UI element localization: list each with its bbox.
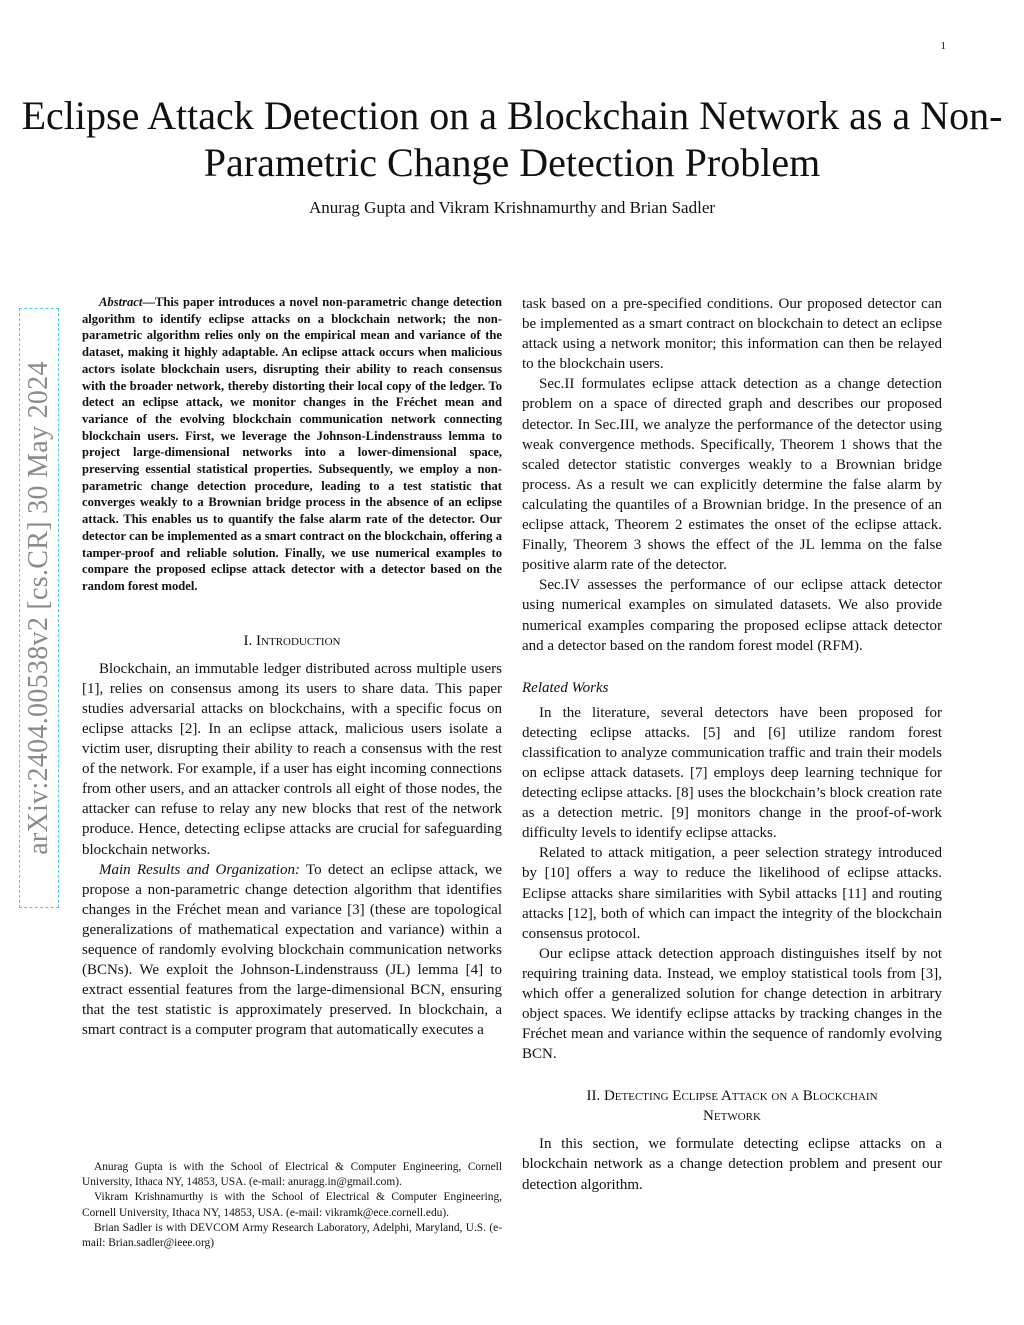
abstract-label: Abstract bbox=[99, 295, 143, 309]
introduction-paragraph-4: Sec.IV assesses the performance of our eclipse attack detector using numerical examples on simulated datasets. We also provide numerical examples comparing the proposed eclipse attack detector and a detector based on the random forest model (RFM). bbox=[522, 577, 942, 654]
page-number: 1 bbox=[940, 40, 946, 52]
section2-paragraph-1: In this section, we formulate detecting eclipse attacks on a blockchain network as a change detection problem and present our detection algorithm. bbox=[522, 1136, 942, 1193]
main-results-continued: task based on a pre-specified conditions. Our proposed detector can be implemented as a smart contract on blockchain to detect an eclipse attack using a network monitor; this information can then be relayed to the blockchain users. bbox=[522, 296, 942, 373]
introduction-paragraph-2 bbox=[82, 860, 502, 1041]
introduction-paragraph-3: Sec.II formulates eclipse attack detection as a change detection problem on a space of directed graph and describes our proposed detector. In Sec.III, we analyze the performance of the detector using weak convergence methods. Specifically, Theorem 1 shows that the scaled detector statistic converges weakly to a Brownian bridge process. As a result we can explicitly determine the false alarm by calculating the quantiles of a Brownian bridge. In the presence of an eclipse attack, Theorem 2 estimates the onset of the eclipse attack. Finally, Theorem 3 shows the effect of the JL lemma on the false positive alarm rate of the detector. bbox=[522, 376, 942, 574]
left-column bbox=[82, 294, 502, 1040]
main-results-heading: Main Results and Organization: bbox=[99, 861, 300, 878]
section-heading-detecting-eclipse-attack bbox=[522, 1086, 942, 1126]
section2-heading-line2: Network bbox=[703, 1108, 761, 1125]
introduction-heading-number: I. bbox=[243, 632, 257, 649]
footnote-vikram-krishnamurthy: Vikram Krishnamurthy is with the School of Electrical & Computer Engineering, Cornell University, Ithaca NY, 14853, USA. (e-mail: vikramk@ece.cornell.edu). bbox=[82, 1191, 502, 1219]
footnotes bbox=[82, 1160, 502, 1251]
related-works-paragraph-3: Our eclipse attack detection approach distinguishes itself by not requiring training data. Instead, we employ statistical tools from [3], which offer a generalized solution for change detection in arbitrary object spaces. We identify eclipse attacks by tracking changes in the Fréchet mean and variance within the sequence of randomly evolving BCN. bbox=[522, 945, 942, 1063]
main-results-text: To detect an eclipse attack, we propose a non-parametric change detection algorithm that identifies changes in the Fréchet mean and variance [3] (these are topological generalizations of mathematical expectation and variance) within a sequence of randomly evolving blockchain communication networks (BCNs). We exploit the Johnson-Lindenstrauss (JL) lemma [4] to extract essential features from the large-dimensional BCN, ensuring that the test statistic is approximately preserved. In blockchain, a smart contract is a computer program that automatically executes a bbox=[82, 861, 502, 1039]
abstract-text: —This paper introduces a novel non-parametric change detection algorithm to identify eclipse attacks on a blockchain network; the non-parametric algorithm relies only on the empirical mean and variance of the dataset, making it highly adaptable. An eclipse attack occurs when malicious actors isolate blockchain users, disrupting their ability to reach consensus with the broader network, thereby distorting their local copy of the ledger. To detect an eclipse attack, we monitor changes in the Fréchet mean and variance of the evolving blockchain communication network connecting blockchain users. First, we leverage the Johnson-Lindenstrauss lemma to project large-dimensional networks into a lower-dimensional space, preserving essential statistical properties. Subsequently, we employ a non-parametric change detection procedure, leading to a test statistic that converges weakly to a Brownian bridge process in the absence of an eclipse attack. This enables us to quantify the false alarm rate of the detector. Our detector can be implemented as a smart contract on the blockchain, offering a tamper-proof and reliable solution. Finally, we use numerical examples to compare the proposed eclipse attack detector with a detector based on the random forest model. bbox=[82, 295, 502, 593]
author-list: Anurag Gupta and Vikram Krishnamurthy and Brian Sadler bbox=[308, 198, 716, 217]
section2-heading-number: II. bbox=[586, 1088, 604, 1105]
introduction-paragraph-1: Blockchain, an immutable ledger distributed across multiple users [1], relies on consensus among its users to share data. This paper studies adversarial attacks on blockchains, with a specific focus on eclipse attacks [2]. In an eclipse attack, malicious users isolate a victim user, disrupting their ability to reach a consensus with the rest of the network. For example, if a user has eight incoming connections from other users, and an attacker controls all eight of those nodes, the attacker can refuse to relay any new blocks that rest of the network produce. Hence, detecting eclipse attacks are crucial for safeguarding blockchain networks. bbox=[82, 660, 502, 858]
footnote-brian-sadler: Brian Sadler is with DEVCOM Army Research Laboratory, Adelphi, Maryland, U.S. (e-mail: Brian.sadler@ieee.org) bbox=[82, 1221, 502, 1250]
subsection-heading-related-works: Related Works bbox=[522, 679, 609, 696]
introduction-heading-text: Introduction bbox=[256, 632, 341, 649]
related-works-paragraph-2: Related to attack mitigation, a peer selection strategy introduced by [10] offers a way to reduce the likelihood of eclipse attacks. Eclipse attacks share similarities with Sybil attacks [11] and routing attacks [12], both of which can impact the integrity of the blockchain consensus protocol. bbox=[522, 845, 942, 942]
paper-title: Eclipse Attack Detection on a Blockchain Network as a Non-Parametric Change Detection Problem bbox=[21, 93, 1003, 185]
arxiv-identifier[interactable]: arXiv:2404.00538v2 [cs.CR] 30 May 2024 bbox=[19, 308, 59, 908]
section-heading-introduction bbox=[82, 633, 502, 650]
right-column bbox=[522, 294, 942, 1195]
related-works-paragraph-1: In the literature, several detectors have been proposed for detecting eclipse attacks. [5] and [6] utilize random forest classification to analyze communication traffic and train their models on eclipse attack datasets. [7] employs deep learning technique for detecting eclipse attacks. [8] uses the blockchain’s block creation rate as a detection metric. [9] monitors change in the proof-of-work difficulty levels to identify eclipse attacks. bbox=[522, 704, 942, 842]
section2-heading-line1: Detecting Eclipse Attack on a Blockchain bbox=[603, 1088, 878, 1105]
abstract bbox=[82, 294, 502, 595]
footnote-anurag-gupta: Anurag Gupta is with the School of Electrical & Computer Engineering, Cornell University, Ithaca NY, 14853, USA. (e-mail: anuragg.in@gmail.com). bbox=[82, 1161, 502, 1189]
